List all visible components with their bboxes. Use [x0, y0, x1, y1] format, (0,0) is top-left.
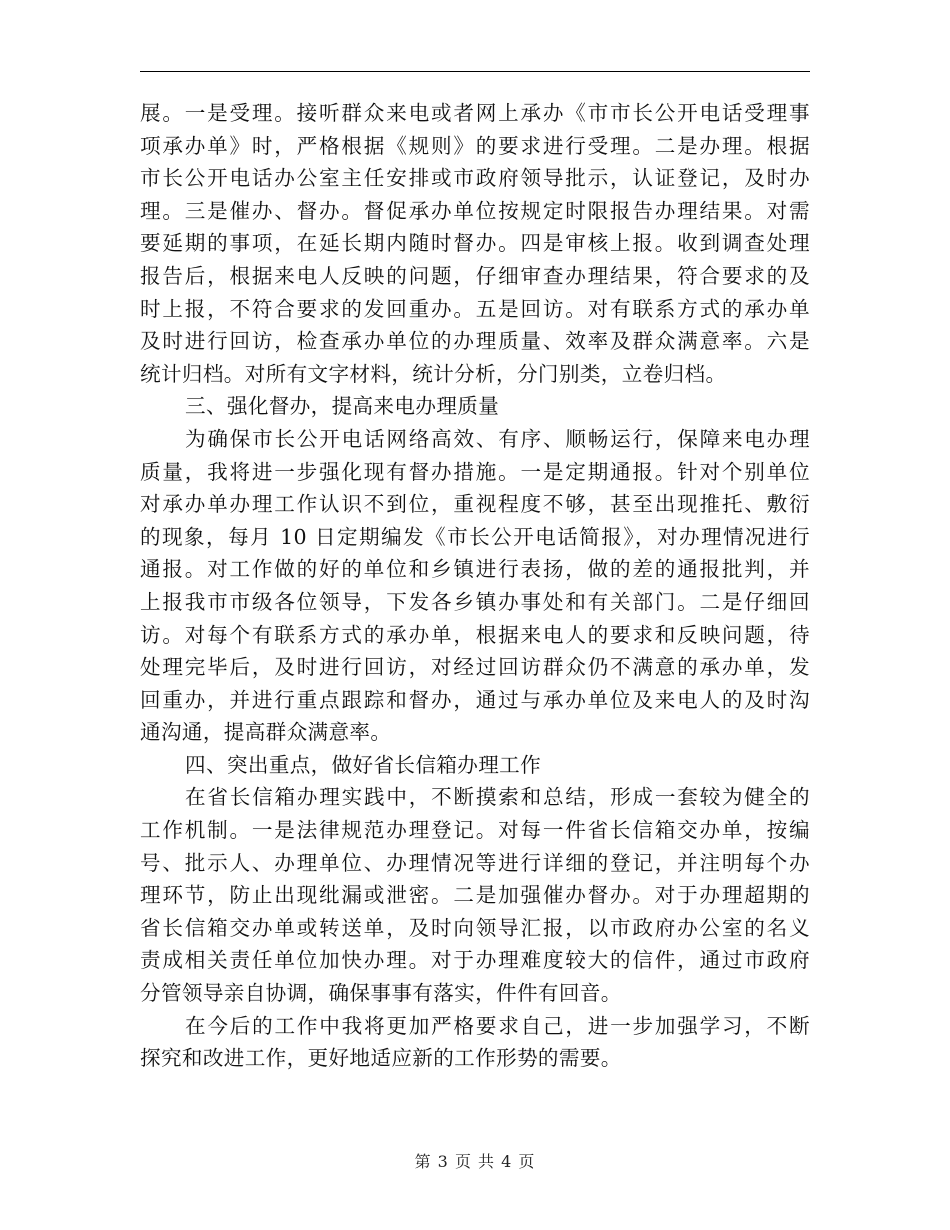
text-line: 项承办单》时，严格根据《规则》的要求进行受理。二是办理。根据 — [140, 133, 810, 158]
text-line: 上报我市市级各位领导，下发各乡镇办事处和有关部门。二是仔细回 — [140, 589, 810, 614]
text-line: 时上报，不符合要求的发回重办。五是回访。对有联系方式的承办单 — [140, 296, 810, 321]
text-line: 回重办，并进行重点跟踪和督办，通过与承办单位及来电人的及时沟 — [140, 687, 810, 712]
text-line: 统计归档。对所有文字材料，统计分析，分门别类，立卷归档。 — [140, 361, 727, 386]
text-line: 责成相关责任单位加快办理。对于办理难度较大的信件，通过市政府 — [140, 948, 810, 973]
text-line: 在今后的工作中我将更加严格要求自己，进一步加强学习，不断 — [185, 1013, 810, 1038]
text-line: 处理完毕后，及时进行回访，对经过回访群众仍不满意的承办单，发 — [140, 655, 810, 680]
text-line: 访。对每个有联系方式的承办单，根据来电人的要求和反映问题，待 — [140, 622, 810, 647]
text-line: 通报。对工作做的好的单位和乡镇进行表扬，做的差的通报批判，并 — [140, 557, 810, 582]
text-line: 探究和改进工作，更好地适应新的工作形势的需要。 — [140, 1046, 622, 1071]
text-line: 理环节，防止出现纰漏或泄密。二是加强催办督办。对于办理超期的 — [140, 883, 810, 908]
page-footer: 第 3 页 共 4 页 — [414, 1152, 536, 1171]
text-line: 工作机制。一是法律规范办理登记。对每一件省长信箱交办单，按编 — [140, 818, 810, 843]
text-line: 通沟通，提高群众满意率。 — [140, 720, 392, 745]
text-line: 市长公开电话办公室主任安排或市政府领导批示，认证登记，及时办 — [140, 166, 810, 191]
text-line: 及时进行回访，检查承办单位的办理质量、效率及群众满意率。六是 — [140, 329, 810, 354]
text-line: 的现象，每月 10 日定期编发《市长公开电话简报》，对办理情况进行 — [140, 524, 810, 549]
text-line: 三、强化督办，提高来电办理质量 — [185, 394, 500, 419]
text-line: 展。一是受理。接听群众来电或者网上承办《市市长公开电话受理事 — [140, 101, 810, 125]
header-rule — [140, 71, 810, 72]
text-line: 报告后，根据来电人反映的问题，仔细审查办理结果，符合要求的及 — [140, 263, 810, 288]
text-line: 理。三是催办、督办。督促承办单位按规定时限报告办理结果。对需 — [140, 198, 810, 223]
text-line: 号、批示人、办理单位、办理情况等进行详细的登记，并注明每个办 — [140, 850, 810, 875]
text-line: 对承办单办理工作认识不到位，重视程度不够，甚至出现推托、敷衍 — [140, 492, 810, 517]
text-line: 为确保市长公开电话网络高效、有序、顺畅运行，保障来电办理 — [185, 426, 810, 451]
text-line: 质量，我将进一步强化现有督办措施。一是定期通报。针对个别单位 — [140, 459, 810, 484]
document-body — [140, 97, 810, 1075]
text-line: 分管领导亲自协调，确保事事有落实，件件有回音。 — [140, 981, 622, 1006]
text-line: 在省长信箱办理实践中，不断摸索和总结，形成一套较为健全的 — [185, 785, 810, 810]
text-line: 省长信箱交办单或转送单，及时向领导汇报，以市政府办公室的名义 — [140, 915, 810, 940]
text-line: 要延期的事项，在延长期内随时督办。四是审核上报。收到调查处理 — [140, 231, 810, 256]
text-line: 四、突出重点，做好省长信箱办理工作 — [185, 752, 542, 777]
